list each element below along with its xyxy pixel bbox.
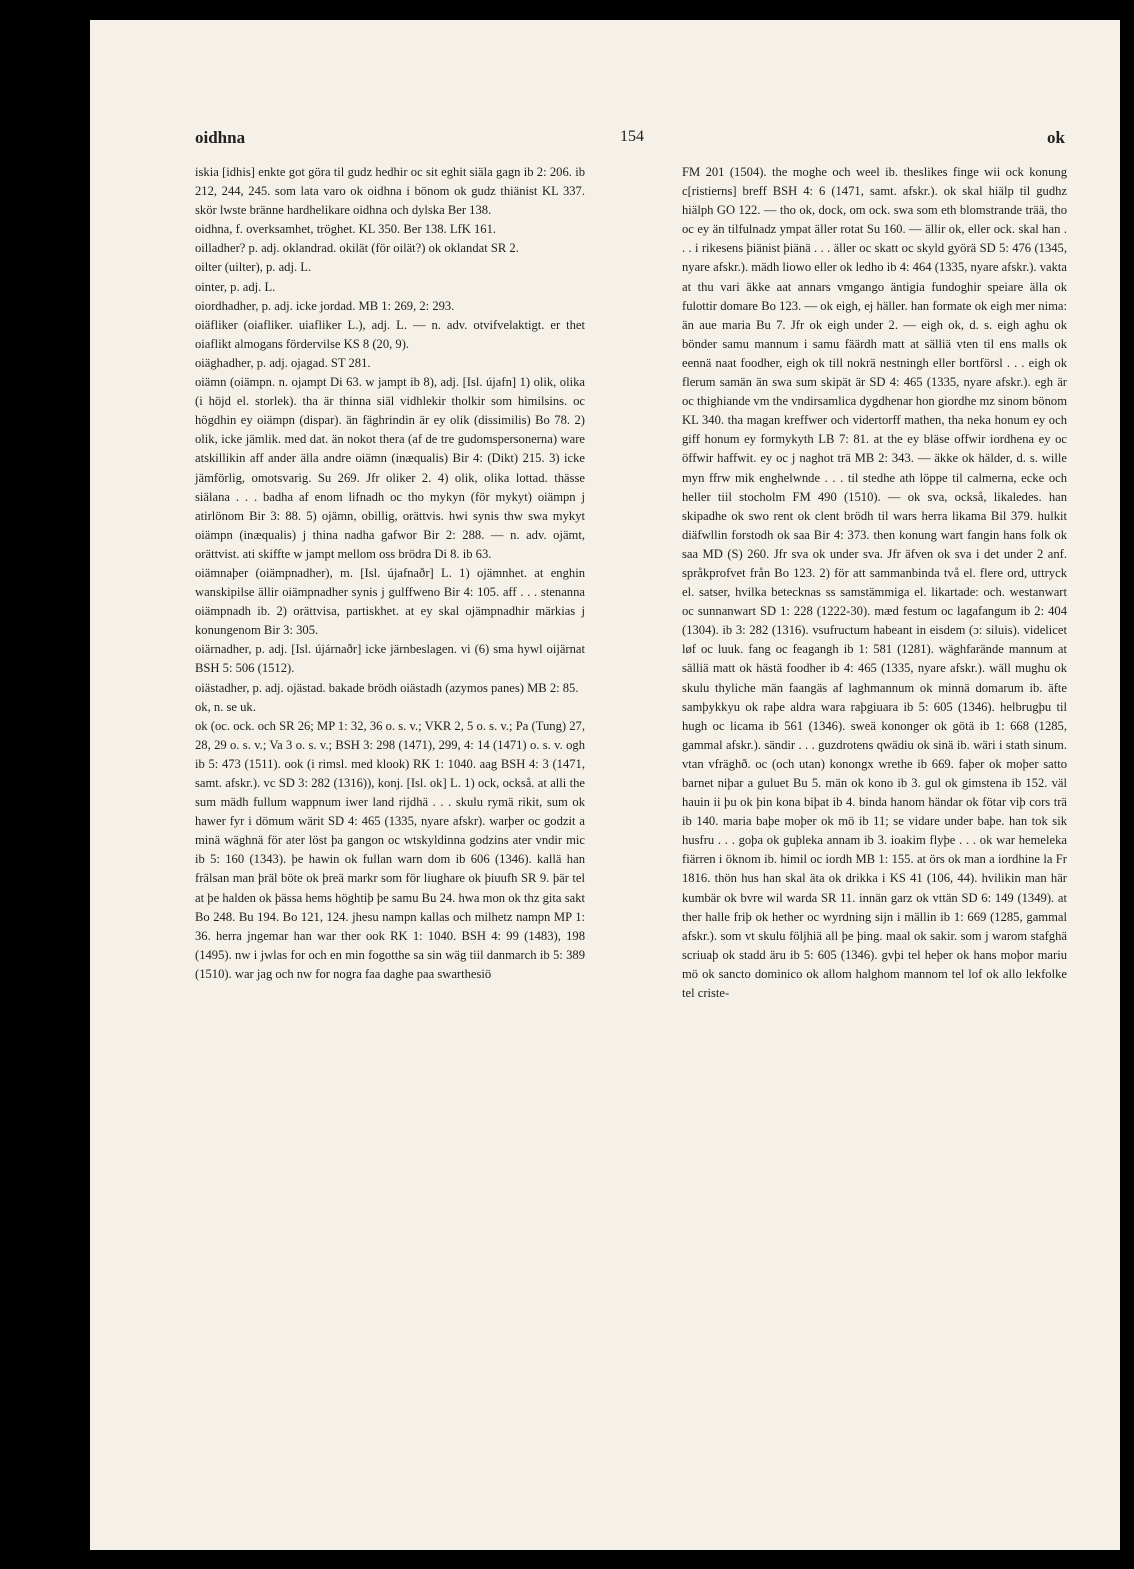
entry-ok-noun: ok, n. se uk. — [195, 699, 256, 714]
right-column — [682, 163, 1067, 1003]
entry-oiordhadher: oiordhadher, p. adj. icke jordad. MB 1: 269, 2: 293. — [195, 298, 455, 313]
entry-ointer: ointer, p. adj. L. — [195, 279, 276, 294]
entry-continuation: iskia [idhis] enkte got göra til gudz hedhir oc sit eghit siäla gagn ib 2: 206. ib 212, 244, 245. som lata varo ok oidhna i bönom ok gudz thiänist KL 337. skör lwste bränne hardhelikare oidhna och dylska Ber 138. — [195, 165, 585, 218]
entry-oiafliker: oiäfliker (oiafliker. uiafliker L.), adj. L. — n. adv. otvifvelaktigt. er thet oiaflikt almogans fördervilse KS 8 (20, 9). — [195, 317, 585, 351]
entry-ok-konj: ok (oc. ock. och SR 26; MP 1: 32, 36 o. s. v.; VKR 2, 5 o. s. v.; Pa (Tung) 27, 28, 29 o. s. v.; Va 3 o. s. v.; BSH 3: 298 (1471), 299, 4: 14 (1471) o. s. v. ogh ib 5: 473 (1511). ook (i rimsl. med klook) RK 1: 1040. aag BSH 4: 3 (1471, samt. afskr.). vc SD 3: 282 (1316)), konj. [Isl. ok] L. 1) ock, också. at alli the sum mädh fullum wappnum iwer land rijdhä . . . skulu rymä rikit, sum ok hawer fyr i dömum wärit SD 4: 465 (1335, nyare afskr). warþer oc godzit a minä wäghnä för ater löst þa gangon oc wtskyldinna godzins ater vndir mic ib 5: 160 (1343). þe hawin ok fullan warn dom ib 606 (1346). kallä han frälsan man þräl böte ok þreä markr som för liughare ok þiuufh SR 9. þär tel at þe halden ok þässa hems höghtiþ þe samu Bu 24. hwa mon ok thz gita sakt Bo 248. Bu 194. Bo 121, 124. jhesu nampn kallas och milhetz nampn MP 1: 36. herra jngemar han war ther ook RK 1: 1040. BSH 4: 99 (1483), 198 (1495). nw i jwlas for och en min fogotthe sa sin wäg tiil danmarch ib 5: 389 (1510). war jag och nw for nogra faa daghe paa swarthesiö — [195, 718, 585, 981]
entry-oiarnadher: oiärnadher, p. adj. [Isl. újárnaðr] icke järnbeslagen. vi (6) sma hywl oijärnat BSH 5: 506 (1512). — [195, 642, 585, 676]
page-number: 154 — [620, 128, 644, 145]
entry-oiamn: oiämn (oiämpn. n. ojampt Di 63. w jampt ib 8), adj. [Isl. újafn] 1) olik, olika (i höjd el. storlek). tha är thinna siäl vidhlekir tholkir som himilsins. oc högdhin ey oiämpn (dispar). än fäghrindin är ey olik (dissimilis) Bo 78. 2) olik, icke jämlik. med dat. än nokot thera (af de tre gudomspersonerna) ware atskillikin aff ander älla andre oiämn (inæqualis) Bir 4: (Dikt) 215. 3) icke jämförlig, omotsvarig. Su 269. Jfr oliker 2. 4) olik, olika lottad. thässe siälana . . . badha af enom lifnadh oc tho mykyn (för mykyt) oiämpn j atirlönom Bir 3: 88. 5) ojämn, obillig, orättvis. hwi synis thw swa mykyt oiämpn (inæqualis) j thina nadha gafwor Bir 2: 288. — n. adv. ojämt, orättvist. ati skiffte w jampt mellom oss brödra Di 8. ib 63. — [195, 375, 585, 561]
entry-oiastadher: oiästadher, p. adj. ojästad. bakade brödh oiästadh (azymos panes) MB 2: 85. — [195, 680, 579, 695]
left-column — [195, 163, 585, 984]
entry-oiaghadher: oiäghadher, p. adj. ojagad. ST 281. — [195, 355, 371, 370]
entry-oilladher: oilladher? p. adj. oklandrad. okilät (för oilät?) ok oklandat SR 2. — [195, 241, 519, 256]
entry-ok-continuation: FM 201 (1504). the moghe och weel ib. theslikes finge wii ock konung c[ristierns] breff BSH 4: 6 (1471, samt. afskr.). ok skal hiälp til gudhz hiälph GO 122. — tho ok, dock, om ock. swa som eth blomstrande trää, tho oc ey än tilfulnadz ympat äller rotat Su 160. — ällir ok, eller ock. skal han . . . i rikesens þiänist þiänä . . . äller oc skatt oc skyld györä SD 5: 476 (1345, nyare afskr.). mädh liowo eller ok ledho ib 4: 464 (1335, nyare afskr.). vakta at thu vari äkke aat annars vmgango äntigia fundoghir speiare älla ok fulottir domare Bo 123. — ok eigh, ej häller. han formate ok eigh mer nima: än aue maria Bu 7. Jfr ok eigh under 2. — eigh ok, d. s. eigh aghu ok bönder samu mannum i samu fäärdh matt at sälliä vten til ens malls ok eennä naat foodher, eigh ok till nokrä nestningh eller bortförsl . . . eigh ok flerum samän än swa sum skipät är SD 4: 465 (1335, nyare afskr.). egh är oc thighiande vm the vndirsamlica dygdhenar hon giordhe mz sinom bönom KL 340. tha magan kreffwer och vidertorff mathen, tha neka honum ey och giff honum ey formykyth LB 7: 81. at the ey bläse offwir iordhena ey oc öffwir haffwit. ey oc j naghot trä MB 2: 343. — äkke ok hälder, d. s. wille myn ffrw mik enghelwnde . . . til stedhe ath löppe til calmerna, ecke och heller tiil stocholm FM 490 (1510). — ok sva, också, likaledes. han skipadhe ok swo rent ok clent brödh til wars herra likama Bil 379. hulkit diäfwllin forstodh ok saa Bir 4: 373. then konung wart fangin hans folk ok saa MD (S) 260. Jfr sva ok under sva. Jfr äfven ok sva i det under 2 anf. språkprofvet från Bo 123. 2) för att sammanbinda två el. flere ord, uttryck el. satser, hvilka betecknas ss samstämmiga el. likartade: och. westanwart oc sunnanwart SD 1: 228 (1222-30). mæd festum oc lagafangum ib 2: 404 (1304). ib 3: 282 (1316). vsufructum habeant in eisdem (ɔ: siluis). videlicet løf oc luuk. fang oc feagangh ib 1: 581 (1281). wäghfarände mannum at sälliä matt ok hästä foodher ib 4: 465 (1335, nyare afskr.). wäll mughu ok skulu thyliche män faangäs af laghmannum ok minnä domarum ib. äfte samþykkyu ok raþe aldra wara raþgiuara ib 5: 605 (1346). helbrugþu til hugh oc licama ib 561 (1346). sweä kononger ok götä ib 1: 668 (1285, gammal afskr.). sändir . . . guzdrotens qwädiu ok sinä ib. wäri i stath sinum. vtan vfräghð. oc (och utan) konongx wrethe ib 669. faþer ok moþer satto barnet niþar a guluet Bu 5. män ok kono ib 3. gul ok gimstena ib 152. väl hauin ii þu ok þin kona biþat ib 4. binda hanom händar ok fötar viþ cors trä ib 140. maria baþe moþer ok mö ib 11; se vidare under baþe. han tok sik husfru . . . goþa ok guþleka annam ib 3. ioakim flyþe . . . ok war hemeleka fiärren i öknom ib. himil oc iordh MB 1: 155. at örs ok man a iordhine la Fr 1816. thön hus han skal äta ok drikka i KS 41 (106, 44). hvilikin man här kumbär ok bvre wil warda SR 11. innän garz ok vttän SD 6: 149 (1349). at ther halle friþ ok hether oc wyrdning sijn i mällin ib 1: 669 (1285, gammal afskr.). som vt skulu följhiä all þe þing. maal ok sakir. som j warom stafghä scriuaþ ok stadd äru ib 5: 605 (1346). gvþi tel heþer ok hans moþor mariu mö ok sancto dominico ok allom halghom mannom tel lof ok allo lekfolke tel criste- — [682, 165, 1067, 1001]
entry-oiamnather: oiämnaþer (oiämpnadher), m. [Isl. újafnaðr] L. 1) ojämnhet. at enghin wanskipilse ällir oiämpnadher synis j gulffweno Bir 4: 105. aff . . . stenanna oiämpnadh ib. 2) orättvisa, partiskhet. at ey skal ojämpnadhir märkias j konungenom Bir 3: 305. — [195, 565, 585, 638]
entry-oilter: oilter (uilter), p. adj. L. — [195, 260, 312, 275]
page-header — [195, 128, 1065, 154]
header-left-guide-word: oidhna — [195, 128, 246, 147]
entry-oidhna: oidhna, f. overksamhet, tröghet. KL 350. Ber 138. LfK 161. — [195, 222, 497, 237]
header-right-guide-word: ok — [1047, 128, 1065, 147]
